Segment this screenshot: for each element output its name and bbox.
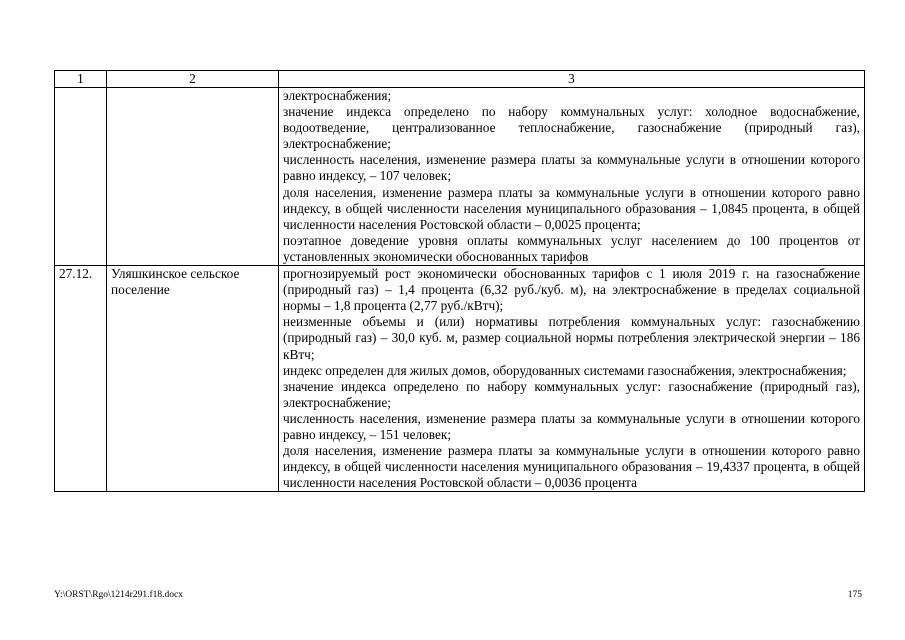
row-number xyxy=(55,88,107,266)
column-header-3: 3 xyxy=(279,71,865,88)
description-paragraph: доля населения, изменение размера платы за коммунальные услуги в отношении которого равно индексу, в общей численности населения муниципального образования – 1,0845 процента, в общей численности населения Ростовской области – 0,0025 процента; xyxy=(283,184,860,232)
column-header-1: 1 xyxy=(55,71,107,88)
settlement-name: Уляшкинское сельское поселение xyxy=(107,266,279,492)
description-paragraph: поэтапное доведение уровня оплаты коммунальных услуг населением до 100 процентов от установленных экономически обоснованных тарифов xyxy=(283,232,860,264)
table-row xyxy=(55,88,865,266)
description-paragraph: индекс определен для жилых домов, оборудованных системами газоснабжения, электроснабжения; xyxy=(283,362,847,378)
description-paragraph: значение индекса определено по набору коммунальных услуг: газоснабжение (природный газ), электроснабжение; xyxy=(283,378,860,410)
tariff-table xyxy=(54,70,865,492)
table-header-row xyxy=(55,71,865,88)
row-description xyxy=(279,88,865,266)
column-header-2: 2 xyxy=(107,71,279,88)
settlement-name xyxy=(107,88,279,266)
footer-page-number: 175 xyxy=(847,590,862,600)
description-paragraph: численность населения, изменение размера платы за коммунальные услуги в отношении которого равно индексу, – 107 человек; xyxy=(283,152,860,184)
description-paragraph: электроснабжения; xyxy=(283,88,392,103)
row-number: 27.12. xyxy=(55,266,107,492)
row-description xyxy=(279,266,865,492)
description-paragraph: доля населения, изменение размера платы за коммунальные услуги в отношении которого равно индексу, в общей численности населения муниципального образования – 19,4337 процента, в общей численности населения Ростовской области – 0,0036 процента xyxy=(283,443,860,491)
footer-file-path: Y:\ORST\Rgo\1214r291.f18.docx xyxy=(54,590,183,600)
description-paragraph: значение индекса определено по набору коммунальных услуг: холодное водоснабжение, водоотведение, централизованное теплоснабжение, газоснабжение (природный газ), электроснабжение; xyxy=(283,104,860,152)
description-paragraph: численность населения, изменение размера платы за коммунальные услуги в отношении которого равно индексу, – 151 человек; xyxy=(283,410,860,442)
description-paragraph: прогнозируемый рост экономически обоснованных тарифов с 1 июля 2019 г. на газоснабжение (природный газ) – 1,4 процента (6,32 руб./куб. м), на электроснабжение в пределах социальной нормы – 1,8 процента (2,77 руб./кВтч); xyxy=(283,266,860,314)
description-paragraph: неизменные объемы и (или) нормативы потребления коммунальных услуг: газоснабжению (природный газ) – 30,0 куб. м, размер социальной нормы потребления электрической энергии – 186 кВтч; xyxy=(283,314,860,362)
table-row xyxy=(55,266,865,492)
